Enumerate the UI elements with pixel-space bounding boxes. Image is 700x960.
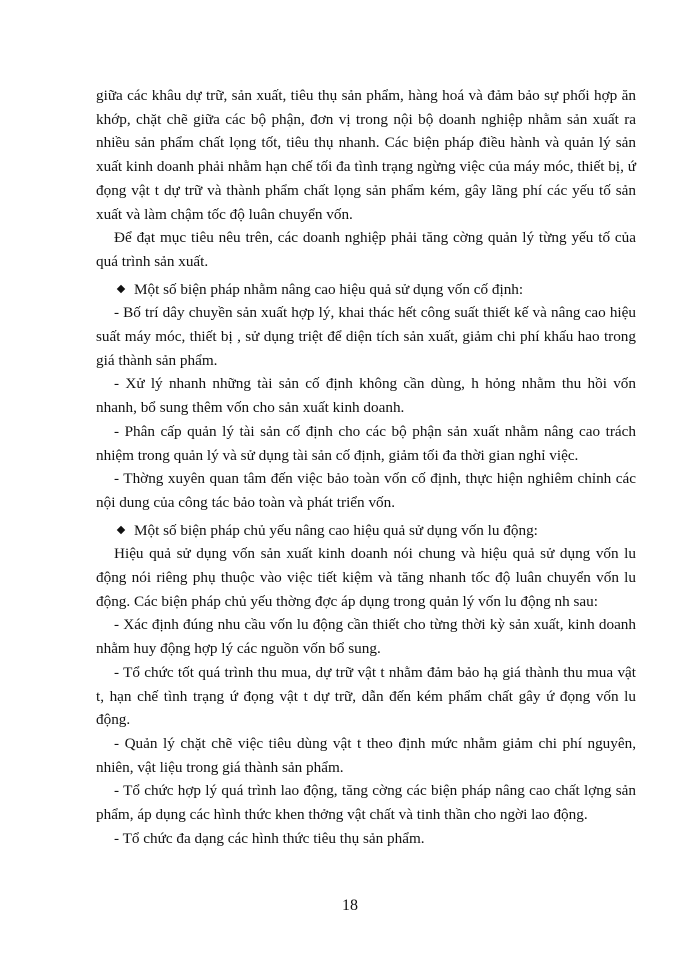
list-item: - Phân cấp quản lý tài sản cố định cho các bộ phận sản xuất nhằm nâng cao trách nhiệm trong quản lý và sử dụng tài sản cố định, giảm tối đa thời gian nghỉ việc.: [96, 422, 636, 464]
list-item: - Xác định đúng nhu cầu vốn lu động cần thiết cho từng thời kỳ sản xuất, kinh doanh nhằm huy động hợp lý các nguồn vốn bổ sung.: [96, 616, 636, 658]
paragraph-efficiency: Hiệu quả sử dụng vốn sản xuất kinh doanh nói chung và hiệu quả sử dụng vốn lu động nói riêng phụ thuộc vào việc tiết kiệm và tăng nhanh tốc độ luân chuyển vốn lu động. Các biện pháp chủ yếu thờng đợc áp dụng trong quản lý vốn lu động nh sau:: [96, 545, 636, 610]
list-item: - Tổ chức đa dạng các hình thức tiêu thụ sản phẩm.: [114, 829, 425, 847]
bullet-working-capital: [96, 519, 636, 543]
page-body: [96, 84, 636, 851]
list-item: - Tổ chức hợp lý quá trình lao động, tăng cờng các biện pháp nâng cao chất lợng sản phẩm, áp dụng các hình thức khen thởng vật chất và tinh thần cho ngời lao động.: [96, 782, 636, 824]
list-item: - Xử lý nhanh những tài sản cố định không cần dùng, h hỏng nhằm thu hồi vốn nhanh, bổ sung thêm vốn cho sản xuất kinh doanh.: [96, 375, 636, 417]
bullet-heading-fixed-capital: Một số biện pháp nhằm nâng cao hiệu quả sử dụng vốn cố định:: [134, 280, 524, 298]
paragraph-continued: giữa các khâu dự trữ, sản xuất, tiêu thụ sản phẩm, hàng hoá và đảm bảo sự phối hợp ăn khớp, chặt chẽ giữa các bộ phận, đơn vị trong nội bộ doanh nghiệp nhằm sản xuất ra nhiều sản phẩm chất lọng tốt, tiêu thụ nhanh. Các biện pháp điều hành và quản lý sản xuất kinh doanh phải nhằm hạn chế tối đa tình trạng ngừng việc của máy móc, thiết bị, ứ đọng vật t dự trữ và thành phẩm chất lọng sản phẩm kém, gây lãng phí các yếu tố sản xuất và làm chậm tốc độ luân chuyển vốn.: [96, 87, 636, 223]
paragraph-goal: Để đạt mục tiêu nêu trên, các doanh nghiệp phải tăng cờng quản lý từng yếu tố của quá trình sản xuất.: [96, 229, 636, 270]
list-item: - Bố trí dây chuyền sản xuất hợp lý, khai thác hết công suất thiết kế và nâng cao hiệu suất máy móc, thiết bị , sử dụng triệt để diện tích sản xuất, giảm chi phí khấu hao trong giá thành sản phẩm.: [96, 304, 636, 369]
bullet-fixed-capital: [96, 278, 636, 302]
page-number: 18: [342, 897, 358, 914]
bullet-heading-working-capital: Một số biện pháp chủ yếu nâng cao hiệu quả sử dụng vốn lu động:: [134, 521, 538, 539]
list-item: - Thờng xuyên quan tâm đến việc bảo toàn vốn cố định, thực hiện nghiêm chỉnh các nội dung của công tác bảo toàn và phát triển vốn.: [96, 470, 636, 511]
list-item: - Quản lý chặt chẽ việc tiêu dùng vật t theo định mức nhằm giảm chi phí nguyên, nhiên, vật liệu trong giá thành sản phẩm.: [96, 734, 636, 776]
list-item: - Tổ chức tốt quá trình thu mua, dự trữ vật t nhằm đảm bảo hạ giá thành thu mua vật t, hạn chế tình trạng ứ đọng vật t dự trữ, dẫn đến kém phẩm chất gây ứ đọng vốn lu động.: [96, 663, 636, 729]
